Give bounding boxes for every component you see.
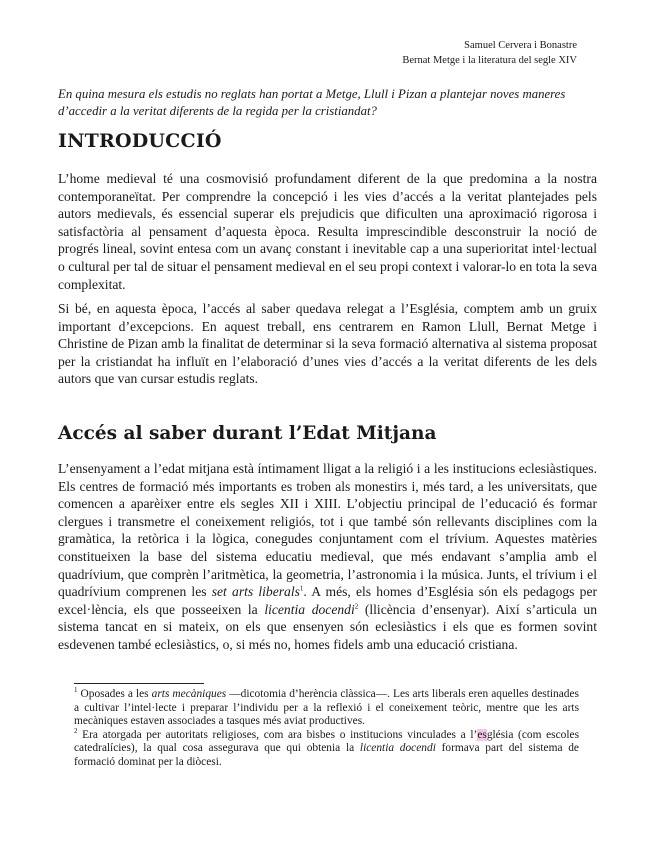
intro-heading: INTRODUCCIÓ — [58, 130, 222, 152]
footnote-2-text-a: Era atorgada per autoritats religioses, com ara bisbes o institucions vinculades a l’ — [77, 728, 478, 741]
footnote-1 — [74, 688, 579, 729]
section-paragraph-1 — [58, 460, 597, 654]
section-heading: Accés al saber durant l’Edat Mitjana — [58, 423, 437, 444]
footnote-2-text-b: glésia (com escoles catedralícies), la qual cosa assegurava que qui obtenia la — [74, 728, 580, 755]
intro-paragraph-2: Si bé, en aquesta època, l’accés al saber quedava relegat a l’Església, comptem amb un gruix important d’excepcions. En aquest treball, ens centrarem en Ramon Llull, Bernat Metge i Christine de Pizan amb la finalitat de determinar si la seva formació alternativa al sistema proposat per la cristiandat ha influït en l’elaboració d’unes vies d’accés a la veritat diferents de les dels autors que van cursar estudis reglats. — [58, 301, 597, 387]
footnote-1-text-b: —dicotomia d’herència clàssica—. Les arts liberals eren aquelles destinades a cultivar l’intel·lecte i preparar l’individu per a la reflexió i el coneixement teòric, mentre que les arts mecàniques estaven associades a tasques més aviat productives. — [74, 688, 579, 728]
header-title: Bernat Metge i la literatura del segle XIV — [402, 55, 577, 66]
footnote-2-term: licentia docendi — [359, 742, 436, 755]
footnote-2-text-c: formava part del sistema de formació dominat per la diòcesi. — [74, 742, 579, 768]
term-licentia-docendi: licentia docendi — [264, 601, 355, 617]
footnote-2 — [74, 726, 580, 770]
footnotes — [74, 688, 579, 770]
footnote-1-term: arts mecàniques — [151, 688, 227, 700]
sec-text-3: (llicència d’ensenyar). Així s’articula un sistema tancat en si mateix, on els que ensenyen són eclesiàstics i els que es formen sovint esdevenen també eclesiàstics, o, si més no, homes fidels amb una educació cristiana. — [58, 601, 598, 652]
sec-text-1: L’ensenyament a l’edat mitjana està íntimament lligat a la religió i a les institucions eclesiàstiques. Els centres de formació més importants es troben als monestirs i, més tard, a les universitats, que comencen a aparèixer entre els segles XII i XIII. L’objectiu principal de l’educació és formar clergues i transmetre el coneixement religiós, tot i que també són rellevants disciplines com la gramàtica, la retòrica i la lògica, conegudes conjuntament com el trívium. Aquestes matèries constitueixen la base del sistema educatiu medieval, que més endavant s’amplia amb el quadrívium, que comprèn l’aritmètica, la geometria, l’astronomia i la música. Junts, el trívium i el quadrívium comprenen les — [58, 461, 597, 600]
header-author: Samuel Cervera i Bonastre — [464, 40, 577, 51]
footnote-separator — [74, 683, 204, 684]
footnote-1-number: 1 — [74, 686, 78, 695]
sec-text-2: . A més, els homes d’Església són els pedagogs per excel·lència, els que posseeixen la — [58, 584, 598, 617]
footnote-ref-2[interactable]: 2 — [354, 602, 359, 611]
research-question: En quina mesura els estudis no reglats han portat a Metge, Llull i Pizan a plantejar noves maneres d’accedir a la veritat diferents de la regida per la cristiandat? — [58, 87, 566, 118]
running-header — [402, 38, 577, 68]
intro-paragraph-1: L’home medieval té una cosmovisió profundament diferent de la que predomina a la nostra contemporaneïtat. Per comprendre la concepció i les vies d’accés a la veritat plantejades pels autors medievals, és essencial superar els prejudicis que dificulten una aproximació rigorosa i satisfactòria al pensament d’aquesta època. Resulta imprescindible desconstruir la noció de progrés lineal, sovint entesa com un avanç constant i inevitable cap a una superioritat intel·lectual o cultural per tal de situar el pensament medieval en el seu propi context i valorar-lo en tota la seva complexitat. — [58, 171, 597, 292]
term-set-arts-liberals: set arts liberals — [211, 584, 300, 600]
highlighted-text: es — [477, 728, 487, 741]
footnote-1-text-a: Oposades a les — [77, 688, 152, 700]
footnote-ref-1[interactable]: 1 — [299, 584, 304, 593]
footnote-2-number: 2 — [74, 726, 78, 735]
